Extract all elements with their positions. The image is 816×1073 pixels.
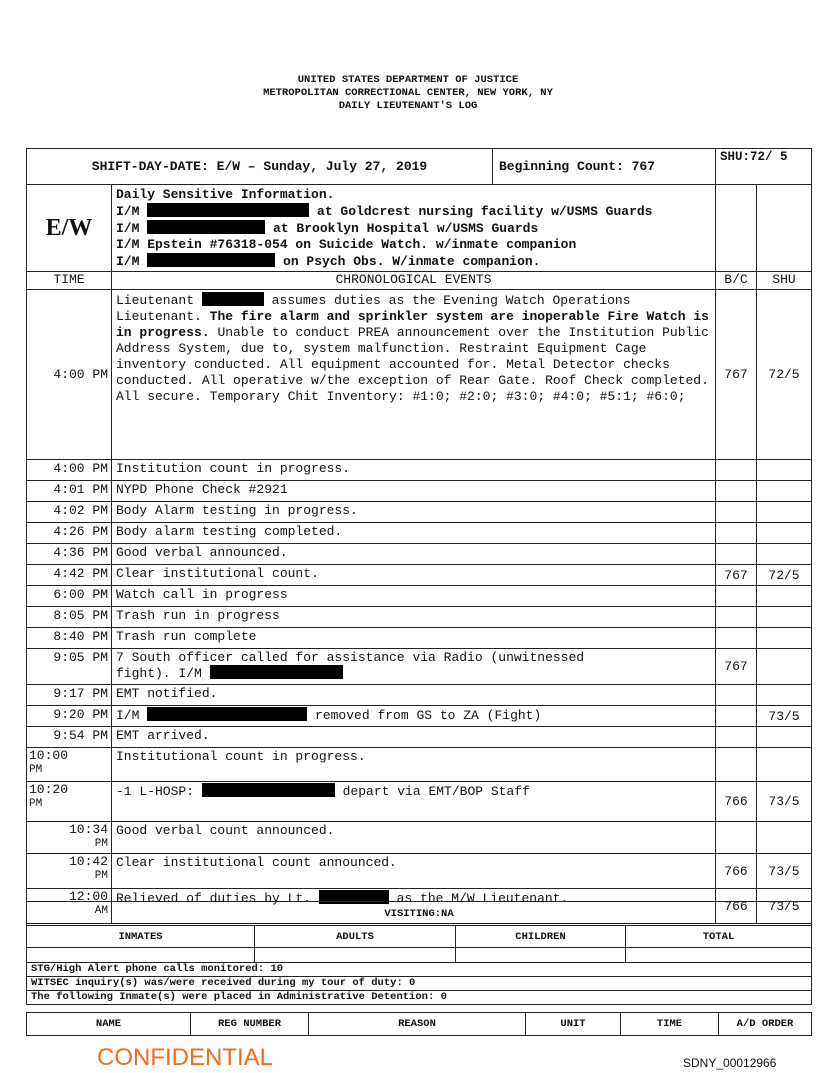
visiting-children: CHILDREN [456, 926, 626, 948]
event-time-value: 10:34 [68, 822, 108, 837]
table-row [27, 565, 812, 586]
table-row [27, 460, 812, 481]
redaction-bar [202, 783, 335, 797]
table-row [27, 481, 812, 502]
event-time: 8:40 PM [27, 628, 112, 649]
event-time [27, 782, 112, 822]
event-time-period: PM [29, 764, 43, 776]
table-row [27, 523, 812, 544]
table-row [27, 782, 812, 822]
shu-count: SHU:72/ 5 [716, 149, 812, 185]
col-unit: UNIT [526, 1013, 621, 1036]
event-time-value: 10:20 [29, 782, 69, 797]
inmate-prefix: I/M [116, 221, 140, 236]
redaction-bar [210, 665, 343, 679]
event-bc: 766 [716, 889, 757, 924]
event-text-part: 7 South officer called for assistance via Radio (unwitnessed fight). I/M [116, 650, 585, 681]
event-text: Clear institutional count. [112, 565, 716, 586]
event-time: 4:42 PM [27, 565, 112, 586]
event-bc: 767 [716, 290, 757, 460]
event-time: 4:02 PM [27, 502, 112, 523]
event-time: 6:00 PM [27, 586, 112, 607]
col-header-events: CHRONOLOGICAL EVENTS [112, 272, 716, 290]
watch-label: E/W [27, 185, 112, 272]
table-row [27, 685, 812, 706]
sensitive-title: Daily Sensitive Information. [116, 187, 335, 202]
event-text-part: I/M [116, 708, 140, 723]
event-text-part: Lieutenant [116, 293, 195, 308]
event-text: Body Alarm testing in progress. [112, 502, 716, 523]
col-time: TIME [621, 1013, 719, 1036]
visiting-adults: ADULTS [255, 926, 456, 948]
event-text-part: as the M/W Lieutenant. [396, 891, 569, 906]
event-time: 9:54 PM [27, 727, 112, 748]
confidential-stamp: CONFIDENTIAL [97, 1044, 274, 1071]
sensitive-info [112, 185, 716, 272]
redaction-bar [147, 253, 275, 267]
event-text: Good verbal count announced. [112, 822, 716, 854]
table-row [27, 502, 812, 523]
event-text: Trash run complete [112, 628, 716, 649]
event-time-value: 10:42 [68, 854, 108, 869]
event-text-part: depart via EMT/BOP Staff [342, 784, 530, 799]
col-reg-number: REG NUMBER [191, 1013, 309, 1036]
table-row [27, 727, 812, 748]
event-time [27, 822, 112, 854]
event-time: 4:36 PM [27, 544, 112, 565]
event-time-period: PM [94, 870, 108, 882]
table-row [27, 854, 812, 889]
event-text-part: -1 L-HOSP: [116, 784, 195, 799]
event-time [27, 854, 112, 889]
event-time: 8:05 PM [27, 607, 112, 628]
event-time-value: 12:00 [68, 889, 108, 904]
shift-date-cell [27, 149, 716, 185]
col-reason: REASON [309, 1013, 526, 1036]
event-shu: 73/5 [757, 854, 812, 889]
event-time [27, 748, 112, 782]
stg-calls-note: STG/High Alert phone calls monitored: 10 [27, 963, 812, 977]
event-text [112, 782, 716, 822]
event-bc: 766 [716, 782, 757, 822]
event-text-part: removed from GS to ZA (Fight) [315, 708, 542, 723]
event-bc: 766 [716, 854, 757, 889]
redaction-bar [147, 707, 307, 721]
event-time-period: AM [94, 905, 108, 917]
event-time-period: PM [29, 798, 43, 810]
redaction-bar [147, 203, 309, 217]
event-time: 9:05 PM [27, 649, 112, 685]
bates-number: SDNY_00012966 [683, 1056, 777, 1070]
event-shu: 72/5 [757, 290, 812, 460]
table-row [27, 748, 812, 782]
event-bc: 767 [716, 649, 757, 685]
table-row [27, 628, 812, 649]
visiting-inmates: INMATES [27, 926, 255, 948]
event-time: 4:00 PM [27, 290, 112, 460]
facility-heading: METROPOLITAN CORRECTIONAL CENTER, NEW YORK, NY [263, 87, 553, 99]
visiting-total: TOTAL [626, 926, 812, 948]
table-row [27, 607, 812, 628]
col-header-time: TIME [27, 272, 112, 290]
col-header-bc: B/C [716, 272, 757, 290]
event-shu: 73/5 [757, 782, 812, 822]
admin-detention-note: The following Inmate(s) were placed in Administrative Detention: 0 [27, 991, 812, 1005]
witsec-note: WITSEC inquiry(s) was/were received during my tour of duty: 0 [27, 977, 812, 991]
event-text: Watch call in progress [112, 586, 716, 607]
event-text: Good verbal announced. [112, 544, 716, 565]
event-time: 4:26 PM [27, 523, 112, 544]
event-text: EMT notified. [112, 685, 716, 706]
shift-day-date: SHIFT-DAY-DATE: E/W – Sunday, July 27, 2019 [27, 149, 493, 184]
table-row [27, 706, 812, 727]
event-text [112, 649, 716, 685]
event-text: NYPD Phone Check #2921 [112, 481, 716, 502]
table-row [27, 544, 812, 565]
table-row [27, 649, 812, 685]
event-text: Body alarm testing completed. [112, 523, 716, 544]
agency-heading: UNITED STATES DEPARTMENT OF JUSTICE [297, 74, 519, 86]
sensitive-line-4: on Psych Obs. W/inmate companion. [283, 254, 541, 269]
event-text-part: Relieved of duties by Lt. [116, 891, 312, 906]
event-time-value: 10:00 [29, 748, 69, 763]
event-time: 9:17 PM [27, 685, 112, 706]
event-text: Clear institutional count announced. [112, 854, 716, 889]
log-title: DAILY LIEUTENANT'S LOG [338, 100, 478, 112]
event-text-part: assumes duties as the Evening Watch Operations Lieutenant. [116, 293, 631, 324]
visiting-table [26, 901, 812, 1005]
col-header-shu: SHU [757, 272, 812, 290]
event-text-part: Unable to conduct PREA announcement over the Institution Public Address System, due to, system malfunction. Restraint Equipment Cage inventory conducted. All equipment accounted for. Metal Detector checks conducted. All operative w/the exception of Rear Gate. Roof Check completed. All secure. Temporary Chit Inventory: #1:0; #2:0; #3:0; #4:0; #5:1; #6:0; [116, 325, 709, 404]
table-row [27, 822, 812, 854]
event-shu: 73/5 [757, 706, 812, 727]
table-row [27, 586, 812, 607]
sensitive-line-3: I/M Epstein #76318-054 on Suicide Watch. w/inmate companion [116, 237, 577, 252]
redaction-bar [147, 220, 265, 234]
sensitive-line-1: at Goldcrest nursing facility w/USMS Guards [317, 204, 653, 219]
event-bc: 767 [716, 565, 757, 586]
event-text: EMT arrived. [112, 727, 716, 748]
redaction-bar [202, 292, 264, 306]
event-time-period: PM [94, 838, 108, 850]
table-row [27, 290, 812, 460]
admin-detention-table [26, 1012, 812, 1036]
sensitive-line-2: at Brooklyn Hospital w/USMS Guards [273, 221, 539, 236]
event-text [112, 290, 716, 460]
event-time: 9:20 PM [27, 706, 112, 727]
event-text [112, 706, 716, 727]
event-shu: 73/5 [757, 889, 812, 924]
event-time: 4:00 PM [27, 460, 112, 481]
col-ad-order: A/D ORDER [719, 1013, 812, 1036]
event-time: 4:01 PM [27, 481, 112, 502]
event-shu: 72/5 [757, 565, 812, 586]
event-text: Institutional count in progress. [112, 748, 716, 782]
chronological-log-table [26, 148, 812, 924]
inmate-prefix: I/M [116, 204, 140, 219]
beginning-count: Beginning Count: 767 [499, 159, 656, 174]
inmate-prefix: I/M [116, 254, 140, 269]
col-name: NAME [27, 1013, 191, 1036]
event-text: Trash run in progress [112, 607, 716, 628]
event-text: Institution count in progress. [112, 460, 716, 481]
visiting-title: VISITING:NA [27, 902, 812, 926]
fire-alarm-notice: The fire alarm and sprinkler system are inoperable Fire Watch is in progress. [116, 309, 709, 340]
